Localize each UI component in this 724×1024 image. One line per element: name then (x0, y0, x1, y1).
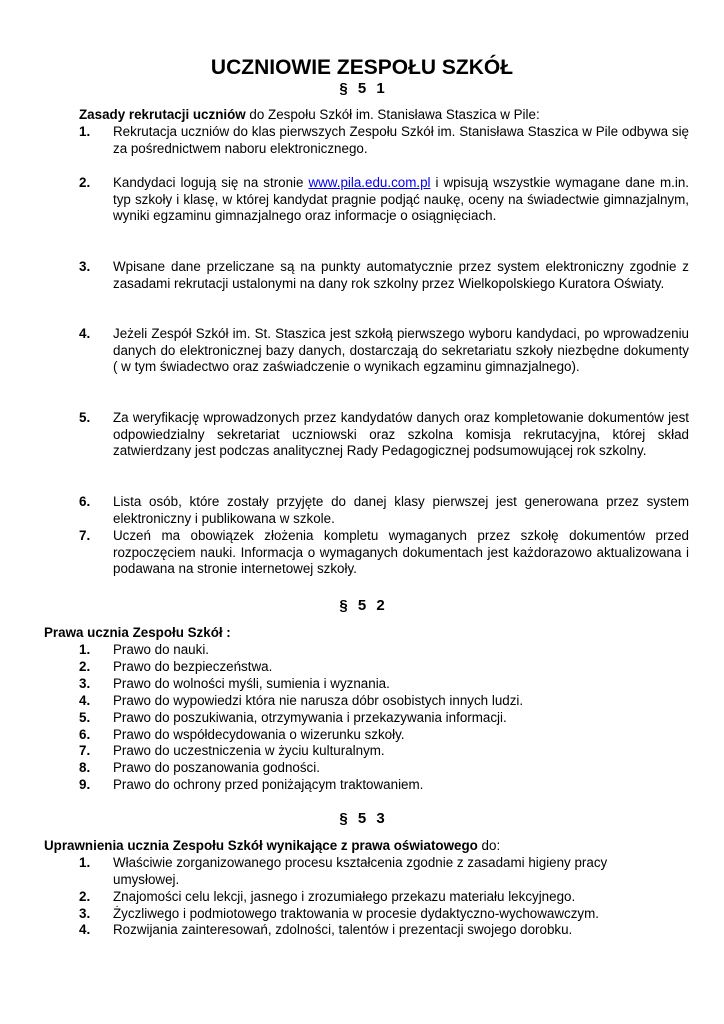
list-item-number: 2. (79, 889, 91, 904)
list-item-number: 3. (79, 259, 91, 274)
list-item-number: 1. (79, 124, 91, 139)
list-item-number: 3. (79, 676, 91, 691)
list-item-number: 5. (79, 410, 91, 425)
list-item-text: Prawo do współdecydowania o wizerunku szkoły. (113, 727, 405, 742)
section-2-intro: Prawa ucznia Zespołu Szkół : (44, 625, 231, 640)
list-item-text: Życzliwego i podmiotowego traktowania w procesie dydaktyczno-wychowawczym. (113, 906, 599, 921)
list-item-text: Prawo do poszukiwania, otrzymywania i przekazywania informacji. (113, 710, 507, 725)
section-1-intro-rest: do Zespołu Szkół im. Stanisława Staszica w Pile: (245, 107, 540, 122)
list-item-number: 3. (79, 906, 91, 921)
list-item-number: 1. (79, 855, 91, 870)
list-item-number: 4. (79, 693, 91, 708)
list-item-number: 5. (79, 710, 91, 725)
section-1-heading: § 5 1 (339, 80, 385, 97)
list-item-number: 8. (79, 760, 91, 775)
list-item-text-part: i wpisują wszystkie wymagane dane m.in. typ szkoły i klasę, w której kandydat pragnie podjąć naukę, oceny na świadectwie gimnazjalnym, wyniki egzaminu gimnazjalnego oraz informacje o osiągnięciach. (113, 175, 689, 224)
list-item-text: Wpisane dane przeliczane są na punkty automatycznie przez system elektroniczny zgodnie z zasadami rekrutacji ustalonymi na dany rok szkolny przez Wielkopolskiego Kuratora Oświaty. (113, 259, 689, 291)
list-item-number: 4. (79, 326, 91, 341)
list-item-number: 9. (79, 777, 91, 792)
section-3-heading: § 5 3 (339, 810, 385, 827)
section-1-intro (79, 107, 540, 124)
list-item-text: Prawo do poszanowania godności. (113, 760, 320, 775)
list-item-number: 2. (79, 659, 91, 674)
list-item-number: 1. (79, 642, 91, 657)
list-item-number: 4. (79, 922, 91, 937)
page-title: UCZNIOWIE ZESPOŁU SZKÓŁ (210, 56, 514, 79)
list-item-text: Prawo do nauki. (113, 642, 210, 657)
list-item-number: 2. (79, 175, 91, 190)
list-item-number: 6. (79, 494, 91, 509)
list-item-text (113, 175, 689, 225)
list-item-number: 7. (79, 528, 91, 543)
list-item-text: Prawo do wolności myśli, sumienia i wyznania. (113, 676, 390, 691)
section-1-intro-bold: Zasady rekrutacji uczniów (79, 107, 246, 122)
list-item-text-part: Kandydaci logują się na stronie (113, 175, 309, 190)
list-item-text: Prawo do uczestniczenia w życiu kulturalnym. (113, 743, 385, 758)
list-item-text: Właściwie zorganizowanego procesu kształcenia zgodnie z zasadami higieny pracy umysłowej. (113, 855, 608, 887)
list-item-text: Jeżeli Zespół Szkół im. St. Staszica jest szkołą pierwszego wyboru kandydaci, po wprowadzeniu danych do elektronicznej bazy danych, dostarczają do sekretariatu szkoły niezbędne dokumenty ( w tym świadectwo oraz zaświadczenie o wynikach egzaminu gimnazjalnego). (113, 326, 689, 375)
section-3-intro-rest: do: (477, 838, 501, 853)
list-item-text: Prawo do bezpieczeństwa. (113, 659, 273, 674)
list-item-text: Rekrutacja uczniów do klas pierwszych Zespołu Szkół im. Stanisława Staszica w Pile odbywa się za pośrednictwem naboru elektronicznego. (113, 124, 689, 156)
section-2-heading: § 5 2 (339, 597, 385, 614)
section-3-intro (44, 838, 500, 855)
list-item-text: Znajomości celu lekcji, jasnego i zrozumiałego przekazu materiału lekcyjnego. (113, 889, 576, 904)
list-item-text: Lista osób, które zostały przyjęte do danej klasy pierwszej jest generowana przez system elektroniczny i publikowana w szkole. (113, 494, 689, 526)
section-3-intro-bold: Uprawnienia ucznia Zespołu Szkół wynikające z prawa oświatowego (44, 838, 478, 853)
list-item-text: Uczeń ma obowiązek złożenia kompletu wymaganych przez szkołę dokumentów przed rozpoczęciem nauki. Informacja o wymaganych dokumentach jest każdorazowo aktualizowana i podawana na stronie internetowej szkoły. (113, 528, 689, 577)
list-item-text: Prawo do ochrony przed poniżającym traktowaniem. (113, 777, 424, 792)
list-item-number: 6. (79, 727, 91, 742)
list-item-text: Prawo do wypowiedzi która nie narusza dóbr osobistych innych ludzi. (113, 693, 524, 708)
list-item-text: Za weryfikację wprowadzonych przez kandydatów danych oraz kompletowanie dokumentów jest odpowiedzialny sekretariat uczniowski oraz szkolna komisja rekrutacyjna, której skład zatwierdzany jest podczas analitycznej Rady Pedagogicznej podsumowującej rok szkolny. (113, 410, 689, 459)
list-item-text: Rozwijania zainteresowań, zdolności, talentów i prezentacji swojego dorobku. (113, 922, 573, 937)
website-link[interactable]: www.pila.edu.com.pl (308, 175, 431, 190)
list-item-number: 7. (79, 743, 91, 758)
